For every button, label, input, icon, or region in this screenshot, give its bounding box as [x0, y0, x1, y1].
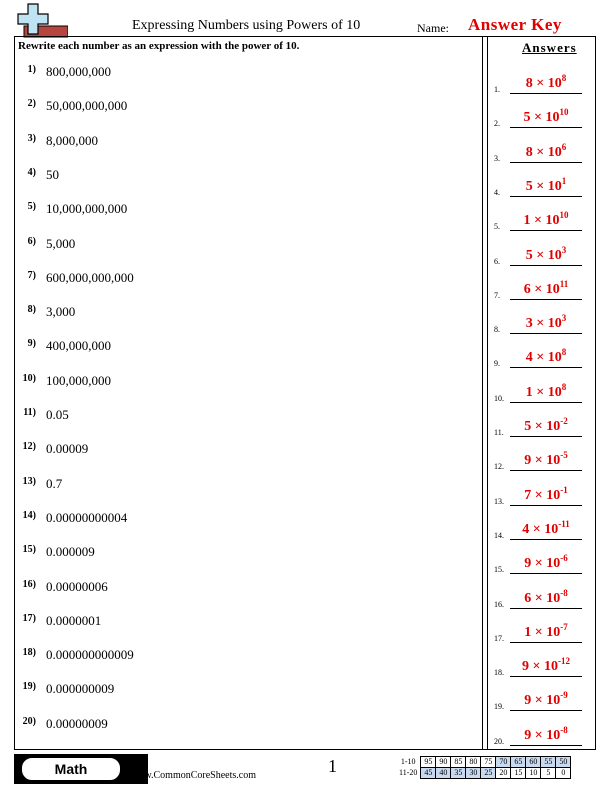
problem-value: 0.00000009	[46, 715, 108, 731]
score-cell: 90	[436, 757, 451, 768]
answer-line	[510, 162, 582, 163]
answer-number: 18.	[494, 668, 504, 678]
problem-number: 17)	[22, 612, 36, 624]
problem-number: 18)	[22, 647, 36, 659]
answer-exponent: -12	[557, 656, 570, 667]
answer-number: 15.	[494, 565, 504, 575]
answer-item	[494, 615, 594, 645]
answer-item	[494, 581, 594, 611]
score-cell: 75	[481, 757, 496, 768]
answer-exponent: -8	[560, 587, 568, 598]
answer-value	[510, 244, 582, 264]
answer-value	[510, 484, 582, 504]
answer-item	[494, 169, 594, 199]
answer-value	[510, 450, 582, 469]
answer-value	[510, 175, 582, 195]
page-number: 1	[328, 756, 337, 776]
answer-value	[510, 141, 582, 161]
answer-number: 1.	[494, 85, 500, 94]
problem-value: 600,000,000,000	[46, 269, 134, 285]
problem-value: 8,000,000	[46, 132, 98, 148]
answer-number: 13.	[494, 496, 504, 506]
score-cell: 95	[421, 757, 436, 768]
answer-value	[510, 724, 582, 744]
answer-base: 5 × 10	[524, 419, 561, 434]
problem-number: 16)	[22, 578, 36, 590]
answer-line	[510, 402, 582, 403]
answer-number: 9.	[494, 359, 500, 369]
answer-line	[510, 745, 582, 746]
problem-number: 1)	[27, 64, 36, 75]
answer-exponent: -2	[560, 416, 568, 426]
problem-number: 2)	[27, 98, 36, 110]
score-row	[396, 768, 571, 779]
answer-item	[494, 272, 594, 302]
problem-number: 5)	[27, 201, 36, 213]
problem-value: 0.000000009	[46, 681, 115, 697]
answer-line	[510, 710, 582, 711]
problem-value: 50	[46, 166, 59, 182]
answer-base: 3 × 10	[525, 316, 562, 332]
answer-line	[510, 608, 582, 609]
answer-line	[510, 573, 582, 574]
answer-item	[494, 409, 594, 439]
score-cell: 10	[526, 768, 541, 779]
answer-number: 17.	[494, 633, 504, 643]
answer-number: 16.	[494, 599, 504, 609]
answer-exponent: 8	[561, 347, 567, 358]
answer-exponent: 10	[559, 107, 569, 118]
answer-value	[510, 553, 582, 572]
answer-value	[510, 107, 582, 126]
score-cell: 35	[451, 768, 466, 779]
answer-exponent: -1	[560, 484, 568, 495]
subject-badge: Math	[20, 756, 122, 782]
score-cell: 25	[481, 768, 496, 779]
answer-key-label: Answer Key	[468, 15, 562, 34]
answer-line	[510, 470, 582, 471]
answer-value	[510, 381, 582, 401]
problem-value: 50,000,000,000	[46, 98, 128, 114]
score-table	[396, 756, 571, 779]
problem-number: 3)	[27, 132, 36, 144]
answer-exponent: -9	[560, 690, 568, 701]
answer-base: 1 × 10	[524, 624, 561, 640]
answer-number: 5.	[494, 222, 500, 232]
score-cell: 30	[466, 768, 481, 779]
website-link[interactable]: www.CommonCoreSheets.com	[130, 770, 257, 781]
answer-line	[510, 230, 582, 231]
score-cell: 55	[541, 757, 556, 768]
score-row	[396, 757, 571, 768]
score-cell: 20	[496, 768, 511, 779]
answer-item	[494, 683, 594, 713]
answer-base: 9 × 10	[524, 727, 561, 743]
answer-line	[510, 93, 582, 94]
answer-exponent: -8	[560, 724, 568, 735]
name-label: Name:	[417, 21, 449, 35]
score-cell: 45	[421, 768, 436, 779]
frame-bottom-border	[14, 749, 596, 750]
answer-base: 5 × 10	[523, 110, 560, 126]
problem-number: 20)	[22, 715, 36, 727]
answer-item	[494, 443, 594, 473]
score-cell: 70	[496, 757, 511, 768]
answer-number: 20.	[494, 736, 504, 746]
score-cell: 65	[511, 757, 526, 768]
problem-value: 100,000,000	[46, 372, 111, 388]
answer-number: 2.	[494, 119, 500, 129]
problem-value: 0.7	[46, 475, 63, 491]
answer-number: 11.	[494, 428, 504, 437]
answer-exponent: 10	[559, 210, 569, 221]
problem-value: 0.00000000004	[46, 509, 128, 525]
answer-exponent: 3	[561, 244, 567, 255]
score-range-label: 1-10	[400, 757, 416, 766]
answer-base: 1 × 10	[523, 213, 560, 229]
score-cell: 15	[511, 768, 526, 779]
answer-line	[510, 299, 582, 300]
problem-number: 13)	[22, 475, 36, 487]
answer-item	[494, 238, 594, 268]
answer-exponent: 11	[559, 278, 569, 289]
answer-exponent: -5	[560, 450, 568, 461]
answer-item	[494, 512, 594, 542]
answer-number: 19.	[494, 702, 504, 712]
worksheet-title: Expressing Numbers using Powers of 10	[132, 18, 361, 33]
problem-number: 10)	[22, 372, 36, 384]
problem-value: 10,000,000,000	[46, 201, 128, 217]
answer-item	[494, 718, 594, 748]
problem-number: 6)	[27, 235, 36, 247]
answer-line	[510, 127, 582, 128]
answer-exponent: 8	[561, 73, 567, 83]
problem-value: 0.000000000009	[46, 647, 134, 663]
score-cell: 50	[556, 757, 571, 768]
problem-number: 4)	[27, 166, 36, 178]
problem-number: 9)	[27, 338, 36, 350]
answer-line	[510, 539, 582, 540]
answer-exponent: -7	[560, 621, 568, 632]
answer-value	[510, 621, 582, 641]
score-cell: 85	[451, 757, 466, 768]
instructions: Rewrite each number as an expression with the power of 10.	[18, 40, 300, 52]
header-rule	[14, 36, 596, 37]
answer-line	[510, 436, 582, 437]
answer-base: 9 × 10	[522, 659, 558, 675]
answer-value	[510, 416, 582, 435]
problem-number: 7)	[27, 269, 36, 281]
answer-item	[494, 135, 594, 165]
answer-base: 9 × 10	[524, 693, 561, 709]
answer-value	[510, 518, 582, 538]
answer-number: 8.	[494, 325, 500, 335]
answer-item	[494, 340, 594, 370]
answer-base: 8 × 10	[525, 76, 562, 91]
problem-value: 5,000	[46, 235, 76, 251]
answer-base: 9 × 10	[524, 556, 561, 572]
problem-number: 11)	[23, 407, 36, 418]
answer-exponent: 1	[561, 175, 567, 186]
answer-number: 10.	[494, 393, 504, 403]
answer-item	[494, 375, 594, 405]
problem-value: 0.05	[46, 407, 69, 422]
answer-base: 5 × 10	[525, 178, 562, 194]
answer-item	[494, 306, 594, 336]
answer-item	[494, 66, 594, 96]
answer-line	[510, 676, 582, 677]
answer-value	[510, 690, 582, 709]
answer-base: 4 × 10	[525, 350, 562, 366]
score-cell: 80	[466, 757, 481, 768]
answer-exponent: 8	[561, 381, 567, 392]
plus-logo-icon	[16, 2, 68, 38]
problem-number: 19)	[22, 681, 36, 693]
answer-base: 5 × 10	[525, 247, 562, 263]
answer-number: 6.	[494, 256, 500, 266]
problem-number: 8)	[27, 304, 36, 316]
answer-number: 12.	[494, 462, 504, 472]
answer-base: 7 × 10	[524, 487, 561, 503]
answer-value	[510, 347, 582, 366]
answer-item	[494, 478, 594, 508]
answer-line	[510, 505, 582, 506]
answers-heading: Answers	[522, 40, 577, 55]
score-cell: 60	[526, 757, 541, 768]
answer-line	[510, 642, 582, 643]
answer-line	[510, 367, 582, 368]
problem-number: 14)	[22, 509, 36, 521]
answer-base: 6 × 10	[523, 281, 560, 297]
answer-item	[494, 100, 594, 130]
answer-line	[510, 333, 582, 334]
answer-value	[510, 278, 582, 298]
problem-value: 3,000	[46, 304, 76, 320]
answer-base: 4 × 10	[522, 521, 559, 537]
problem-value: 800,000,000	[46, 64, 111, 79]
problem-value: 0.0000001	[46, 612, 102, 628]
answer-value	[510, 587, 582, 607]
answer-base: 1 × 10	[525, 384, 562, 400]
answer-line	[510, 265, 582, 266]
score-range-label: 11-20	[399, 768, 418, 777]
answer-column-divider	[482, 36, 488, 749]
score-cell: 40	[436, 768, 451, 779]
problem-value: 0.00000006	[46, 578, 108, 594]
problem-number: 12)	[22, 441, 36, 453]
problem-value: 400,000,000	[46, 338, 111, 354]
answer-exponent: -11	[558, 518, 570, 529]
answer-line	[510, 196, 582, 197]
answer-item	[494, 649, 594, 679]
answer-base: 6 × 10	[524, 590, 561, 606]
frame-right-border	[595, 36, 596, 749]
frame-left-border	[14, 36, 15, 749]
answer-item	[494, 203, 594, 233]
score-cell: 5	[541, 768, 556, 779]
answer-value	[510, 73, 582, 92]
answer-value	[510, 313, 582, 332]
score-cell: 0	[556, 768, 571, 779]
answer-exponent: 6	[561, 141, 567, 152]
answer-exponent: -6	[560, 553, 568, 564]
answer-number: 4.	[494, 187, 500, 197]
problem-value: 0.00009	[46, 441, 89, 457]
answer-value	[510, 210, 582, 229]
answer-item	[494, 546, 594, 576]
answer-number: 3.	[494, 153, 500, 163]
answer-number: 7.	[494, 290, 500, 300]
problem-number: 15)	[22, 544, 36, 556]
answer-exponent: 3	[561, 313, 567, 324]
answer-base: 8 × 10	[525, 144, 562, 160]
problem-value: 0.000009	[46, 544, 95, 560]
answer-base: 9 × 10	[524, 453, 561, 469]
answer-value	[510, 656, 582, 675]
answer-number: 14.	[494, 530, 504, 540]
